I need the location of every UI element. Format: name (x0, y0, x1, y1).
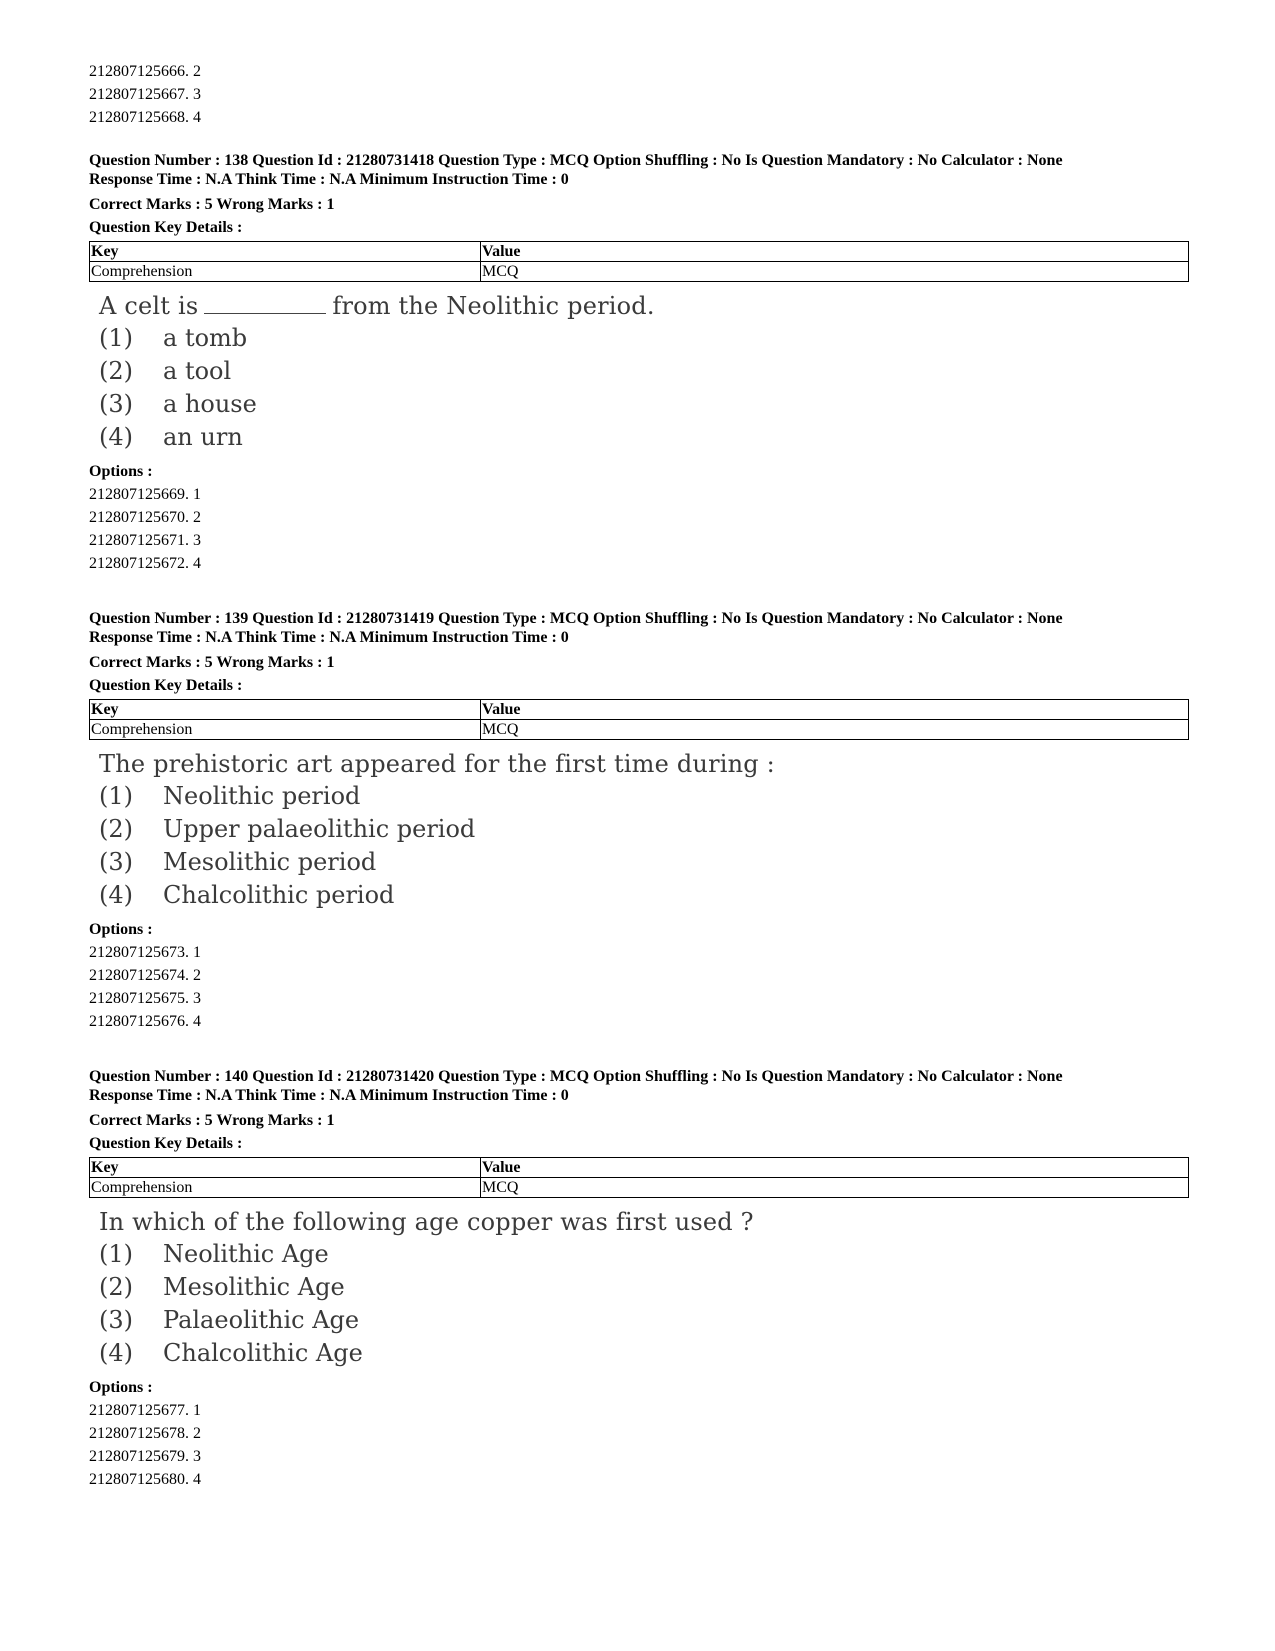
option-line: 212807125679. 3 (89, 1448, 201, 1465)
key-details-label: Question Key Details : (89, 1135, 243, 1152)
question-stem: In which of the following age copper was first used ? (99, 1208, 754, 1236)
choice-item (99, 421, 1189, 454)
choice-item (99, 813, 1189, 846)
question-block-139 (89, 609, 1189, 1033)
option-line: 212807125675. 3 (89, 990, 201, 1007)
choice-number: (4) (99, 881, 133, 909)
choice-number: (3) (99, 390, 133, 418)
question-marks: Correct Marks : 5 Wrong Marks : 1 (89, 654, 335, 671)
choice-number: (2) (99, 357, 133, 385)
choice-item (99, 780, 1189, 813)
table-row (90, 1178, 1189, 1198)
choice-item (99, 1238, 1189, 1271)
table-header-row (90, 1158, 1189, 1178)
choice-item (99, 1304, 1189, 1337)
fill-in-blank (204, 297, 326, 314)
choice-number: (3) (99, 1306, 133, 1334)
question-header: Question Number : 139 Question Id : 21280731419 Question Type : MCQ Option Shuffling : No Is Question Mandatory : No Calculator : None (89, 610, 1063, 627)
table-header-row (90, 700, 1189, 720)
question-header: Question Number : 138 Question Id : 21280731418 Question Type : MCQ Option Shuffling : No Is Question Mandatory : No Calculator : None (89, 152, 1063, 169)
choice-number: (3) (99, 848, 133, 876)
question-timing: Response Time : N.A Think Time : N.A Minimum Instruction Time : 0 (89, 171, 569, 188)
choice-item (99, 355, 1189, 388)
question-header: Question Number : 140 Question Id : 21280731420 Question Type : MCQ Option Shuffling : No Is Question Mandatory : No Calculator : None (89, 1068, 1063, 1085)
choice-number: (1) (99, 782, 133, 810)
value-cell: MCQ (481, 720, 1189, 740)
choice-text: Chalcolithic Age (163, 1339, 363, 1367)
value-column-header: Value (481, 1158, 1189, 1178)
key-details-label: Question Key Details : (89, 677, 243, 694)
option-line: 212807125674. 2 (89, 967, 201, 984)
option-line: 212807125669. 1 (89, 486, 201, 503)
question-image (99, 290, 1189, 454)
choice-text: a tomb (163, 324, 248, 352)
choice-number: (1) (99, 324, 133, 352)
choice-item (99, 1337, 1189, 1370)
question-image (99, 748, 1189, 912)
option-line: 212807125667. 3 (89, 86, 201, 103)
stem-end: from the Neolithic period. (332, 292, 655, 320)
option-line: 212807125672. 4 (89, 555, 201, 572)
question-block-140 (89, 1067, 1189, 1491)
question-timing: Response Time : N.A Think Time : N.A Minimum Instruction Time : 0 (89, 1087, 569, 1104)
choice-item (99, 846, 1189, 879)
key-details-table (89, 241, 1189, 282)
option-line: 212807125668. 4 (89, 109, 201, 126)
key-cell: Comprehension (90, 720, 481, 740)
question-block-138 (89, 151, 1189, 575)
option-line: 212807125677. 1 (89, 1402, 201, 1419)
choice-text: Palaeolithic Age (163, 1306, 360, 1334)
choice-number: (2) (99, 815, 133, 843)
option-line: 212807125676. 4 (89, 1013, 201, 1030)
previous-options-list (89, 60, 1189, 129)
options-label: Options : (89, 1379, 153, 1396)
question-marks: Correct Marks : 5 Wrong Marks : 1 (89, 196, 335, 213)
choice-text: Mesolithic period (163, 848, 377, 876)
option-line: 212807125678. 2 (89, 1425, 201, 1442)
key-details-table (89, 699, 1189, 740)
table-row (90, 262, 1189, 282)
choice-text: a tool (163, 357, 232, 385)
stem-start: A celt is (99, 292, 199, 320)
choice-text: Upper palaeolithic period (163, 815, 476, 843)
table-header-row (90, 242, 1189, 262)
key-cell: Comprehension (90, 262, 481, 282)
option-line: 212807125680. 4 (89, 1471, 201, 1488)
choice-number: (2) (99, 1273, 133, 1301)
key-column-header: Key (90, 242, 481, 262)
choice-text: Mesolithic Age (163, 1273, 345, 1301)
choice-number: (4) (99, 1339, 133, 1367)
choice-item (99, 1271, 1189, 1304)
key-column-header: Key (90, 700, 481, 720)
option-line: 212807125670. 2 (89, 509, 201, 526)
value-cell: MCQ (481, 262, 1189, 282)
choice-number: (1) (99, 1240, 133, 1268)
question-image (99, 1206, 1189, 1370)
choice-text: an urn (163, 423, 243, 451)
question-stem (99, 290, 1189, 322)
choice-text: Neolithic period (163, 782, 361, 810)
option-line: 212807125666. 2 (89, 63, 201, 80)
value-cell: MCQ (481, 1178, 1189, 1198)
option-line: 212807125671. 3 (89, 532, 201, 549)
value-column-header: Value (481, 242, 1189, 262)
choice-number: (4) (99, 423, 133, 451)
choice-text: a house (163, 390, 257, 418)
options-label: Options : (89, 463, 153, 480)
option-line: 212807125673. 1 (89, 944, 201, 961)
choice-text: Neolithic Age (163, 1240, 329, 1268)
choice-item (99, 879, 1189, 912)
question-stem: The prehistoric art appeared for the first time during : (99, 750, 775, 778)
document-page (89, 60, 1189, 1525)
key-details-label: Question Key Details : (89, 219, 243, 236)
options-label: Options : (89, 921, 153, 938)
choice-item (99, 322, 1189, 355)
question-marks: Correct Marks : 5 Wrong Marks : 1 (89, 1112, 335, 1129)
choice-text: Chalcolithic period (163, 881, 395, 909)
table-row (90, 720, 1189, 740)
key-details-table (89, 1157, 1189, 1198)
key-cell: Comprehension (90, 1178, 481, 1198)
choice-item (99, 388, 1189, 421)
key-column-header: Key (90, 1158, 481, 1178)
question-timing: Response Time : N.A Think Time : N.A Minimum Instruction Time : 0 (89, 629, 569, 646)
value-column-header: Value (481, 700, 1189, 720)
